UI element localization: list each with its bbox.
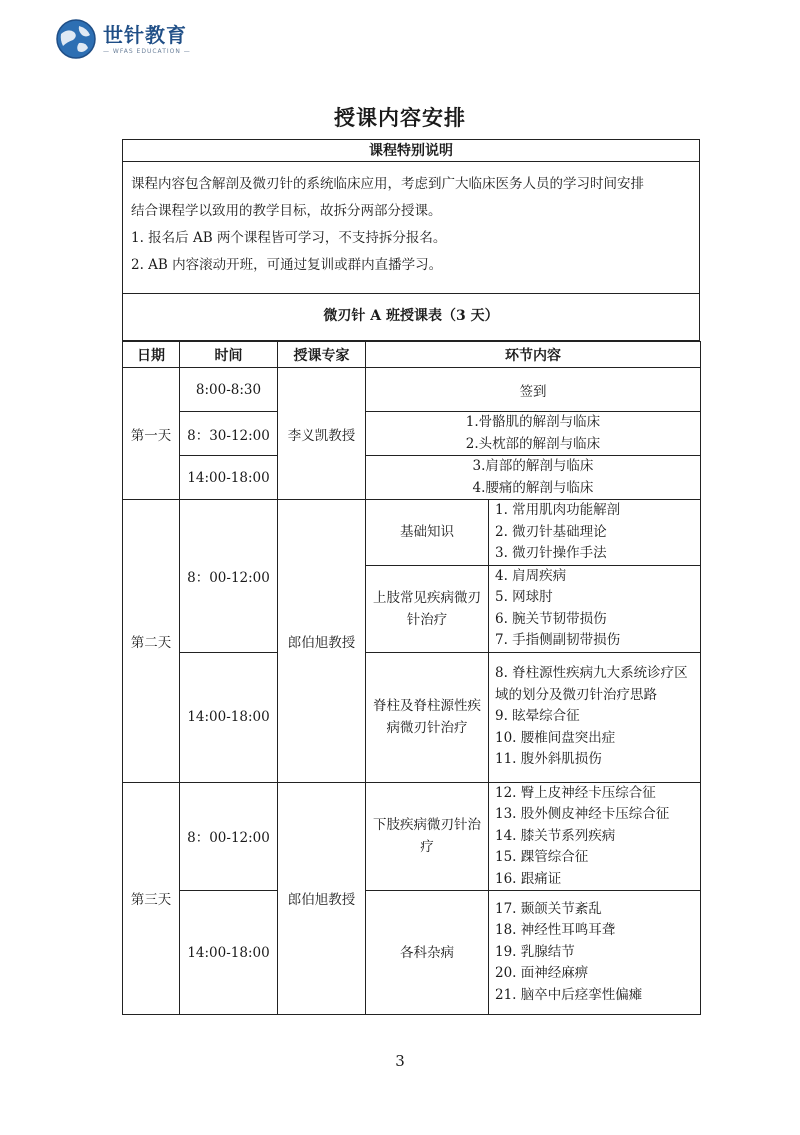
- day1-time-1: 8:00-8:30: [180, 368, 278, 412]
- day1-time-2: 8：30-12:00: [180, 412, 278, 456]
- day3-afternoon-time: 14:00-18:00: [180, 891, 278, 1015]
- list-item: 14. 膝关节系列疾病: [495, 827, 616, 844]
- list-item: 13. 股外侧皮神经卡压综合征: [495, 806, 670, 822]
- list-item: 7. 手指侧副韧带损伤: [495, 632, 621, 648]
- day3-topic-lower-limb: 下肢疾病微刃针治疗: [366, 782, 489, 891]
- page-number: 3: [395, 1052, 405, 1070]
- list-item: 21. 脑卒中后痉挛性偏瘫: [495, 986, 643, 1003]
- schedule-table: [122, 341, 701, 1015]
- day3-items-misc: [489, 891, 701, 1015]
- schedule-title: 微刃针 A 班授课表（3 天）: [122, 292, 700, 341]
- list-item: 3. 微刃针操作手法: [495, 545, 607, 561]
- table-row: [123, 368, 701, 412]
- day1-content-3: [366, 456, 701, 500]
- list-item: 12. 臀上皮神经卡压综合征: [495, 784, 656, 801]
- list-item: 18. 神经性耳鸣耳聋: [495, 922, 616, 939]
- list-item: 10. 腰椎间盘突出症: [495, 729, 616, 746]
- list-item: 1.骨骼肌的解剖与临床: [465, 414, 601, 430]
- day2-label: 第二天: [123, 500, 180, 783]
- list-item: 19. 乳腺结节: [495, 943, 575, 960]
- list-item: 2.头枕部的解剖与临床: [465, 435, 601, 452]
- table-row: [123, 456, 701, 500]
- day1-time-3: 14:00-18:00: [180, 456, 278, 500]
- list-item: 3.肩部的解剖与临床: [472, 458, 594, 474]
- notes-line: 课程内容包含解剖及微刃针的系统临床应用，考虑到广大临床医务人员的学习时间安排: [131, 176, 644, 192]
- logo-english-text: — WFAS EDUCATION —: [103, 48, 191, 55]
- day2-expert: 郎伯旭教授: [278, 500, 366, 783]
- page-title: 授课内容安排: [334, 105, 466, 130]
- course-notes-box: [122, 139, 700, 294]
- list-item: 4. 肩周疾病: [495, 567, 567, 584]
- day2-items-upper-limb: [489, 565, 701, 652]
- table-row: [123, 782, 701, 891]
- header-time: 时间: [180, 342, 278, 368]
- day3-topic-misc: 各科杂病: [366, 891, 489, 1015]
- list-item: 5. 网球肘: [495, 589, 553, 605]
- day2-items-spine: [489, 652, 701, 782]
- list-item: 8. 脊柱源性疾病九大系统诊疗区域的划分及微刃针治疗思路: [495, 665, 688, 703]
- table-row: [123, 500, 701, 566]
- globe-logo-icon: [55, 18, 97, 60]
- day2-morning-time: 8：00-12:00: [180, 500, 278, 653]
- list-item: 1. 常用肌肉功能解剖: [495, 502, 621, 518]
- table-row: [123, 891, 701, 1015]
- day2-items-basics: [489, 500, 701, 566]
- notes-line: 2. AB 内容滚动开班，可通过复训或群内直播学习。: [131, 257, 443, 273]
- logo-chinese-text: 世针教育: [103, 23, 187, 47]
- day3-items-lower-limb: [489, 782, 701, 891]
- header-content: 环节内容: [366, 342, 701, 368]
- table-header-row: [123, 342, 701, 368]
- table-row: [123, 412, 701, 456]
- day3-label: 第三天: [123, 782, 180, 1015]
- day1-content-1: 签到: [366, 368, 701, 412]
- day3-morning-time: 8：00-12:00: [180, 782, 278, 891]
- list-item: 2. 微刃针基础理论: [495, 523, 607, 540]
- list-item: 11. 腹外斜肌损伤: [495, 751, 602, 768]
- day1-content-2: [366, 412, 701, 456]
- table-row: [123, 652, 701, 782]
- notes-line: 1. 报名后 AB 两个课程皆可学习，不支持拆分报名。: [131, 230, 447, 246]
- logo: [55, 18, 191, 60]
- header-expert: 授课专家: [278, 342, 366, 368]
- notes-heading: 课程特别说明: [123, 140, 699, 162]
- day2-afternoon-time: 14:00-18:00: [180, 652, 278, 782]
- day3-expert: 郎伯旭教授: [278, 782, 366, 1015]
- day1-expert: 李义凯教授: [278, 368, 366, 500]
- list-item: 15. 踝管综合征: [495, 849, 589, 865]
- list-item: 9. 眩晕综合征: [495, 708, 580, 725]
- day2-topic-upper-limb: 上肢常见疾病微刃针治疗: [366, 565, 489, 652]
- list-item: 6. 腕关节韧带损伤: [495, 610, 607, 627]
- notes-body: [123, 162, 699, 293]
- header-date: 日期: [123, 342, 180, 368]
- day2-topic-spine: 脊柱及脊柱源性疾病微刃针治疗: [366, 652, 489, 782]
- notes-line: 结合课程学以致用的教学目标，故拆分两部分授课。: [131, 203, 442, 219]
- list-item: 20. 面神经麻痹: [495, 965, 589, 982]
- list-item: 17. 颞颌关节紊乱: [495, 900, 602, 917]
- list-item: 4.腰痛的解剖与临床: [472, 479, 594, 496]
- day1-label: 第一天: [123, 368, 180, 500]
- day2-topic-basics: 基础知识: [366, 500, 489, 566]
- list-item: 16. 跟痛证: [495, 870, 562, 887]
